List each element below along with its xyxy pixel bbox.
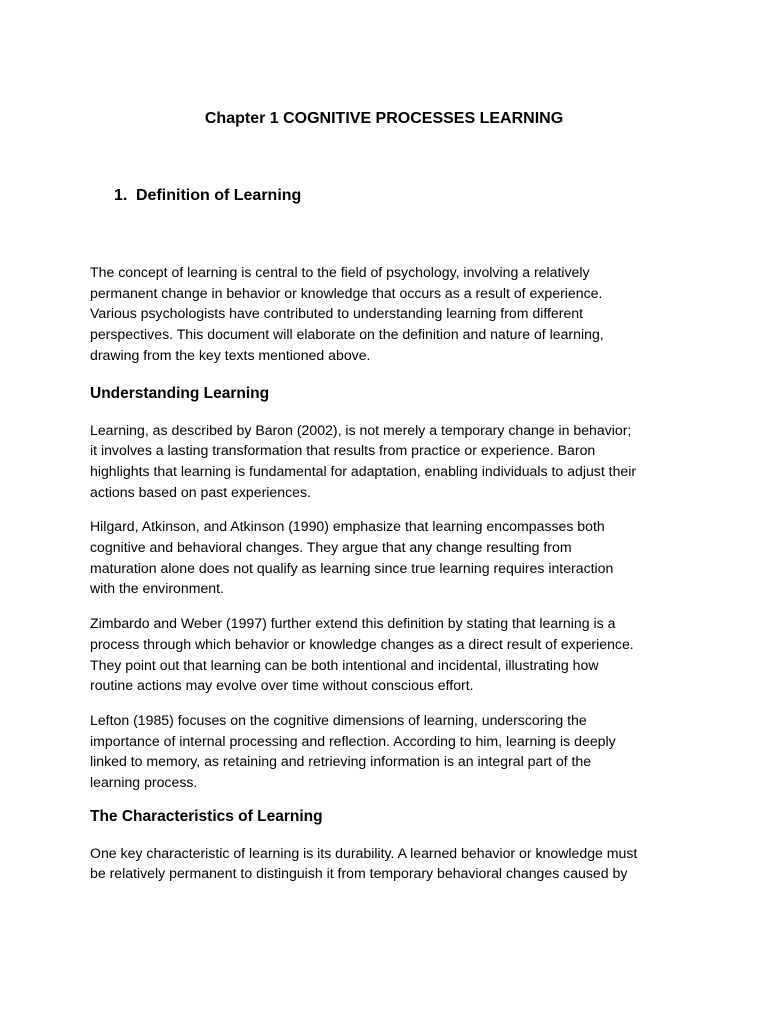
text-line: The concept of learning is central to the field of psychology, involving a relatively	[90, 264, 590, 280]
chapter-title: Chapter 1 COGNITIVE PROCESSES LEARNING	[204, 110, 564, 127]
text-line: actions based on past experiences.	[90, 483, 311, 500]
paragraph-durability	[90, 843, 690, 884]
text-line: importance of internal processing and reflection. According to him, learning is deeply	[90, 732, 616, 749]
text-line: process through which behavior or knowledge changes as a direct result of experience.	[90, 635, 634, 652]
text-line: Lefton (1985) focuses on the cognitive dimensions of learning, underscoring the	[90, 711, 587, 728]
text-line: Zimbardo and Weber (1997) further extend this definition by stating that learning is a	[90, 615, 616, 632]
text-line: One key characteristic of learning is its durability. A learned behavior or knowledge must	[90, 844, 638, 861]
text-line: it involves a lasting transformation that results from practice or experience. Baron	[90, 442, 596, 459]
text-line: routine actions may evolve over time without conscious effort.	[90, 677, 474, 694]
text-line: highlights that learning is fundamental for adaptation, enabling individuals to adjust their	[90, 462, 637, 479]
document-body	[90, 262, 690, 898]
text-line: with the environment.	[90, 580, 224, 597]
text-line: permanent change in behavior or knowledge that occurs as a result of experience.	[90, 284, 603, 301]
text-line: They point out that learning can be both intentional and incidental, illustrating how	[90, 656, 599, 673]
text-line: Learning, as described by Baron (2002), is not merely a temporary change in behavior;	[90, 421, 632, 438]
text-line: Hilgard, Atkinson, and Atkinson (1990) emphasize that learning encompasses both	[90, 518, 605, 535]
text-line: Various psychologists have contributed to understanding learning from different	[90, 305, 584, 322]
section-title: Definition of Learning	[136, 187, 302, 204]
paragraph-zimbardo	[90, 613, 690, 696]
section-number: 1.	[114, 187, 128, 204]
paragraph-lefton	[90, 710, 690, 793]
section-heading	[114, 186, 301, 206]
text-line: perspectives. This document will elaborate on the definition and nature of learning,	[90, 326, 604, 343]
text-line: maturation alone does not qualify as learning since true learning requires interaction	[90, 559, 614, 576]
text-line: learning process.	[90, 774, 198, 791]
text-line: be relatively permanent to distinguish it from temporary behavioral changes caused by	[90, 865, 628, 882]
paragraph-hilgard	[90, 516, 690, 599]
intro-paragraph	[90, 262, 690, 366]
text-line: drawing from the key texts mentioned above.	[90, 346, 371, 363]
paragraph-baron	[90, 420, 690, 503]
understanding-heading: Understanding Learning	[90, 384, 270, 402]
text-line: cognitive and behavioral changes. They argue that any change resulting from	[90, 539, 572, 556]
text-line: linked to memory, as retaining and retrieving information is an integral part of the	[90, 753, 592, 770]
characteristics-heading: The Characteristics of Learning	[90, 807, 323, 825]
